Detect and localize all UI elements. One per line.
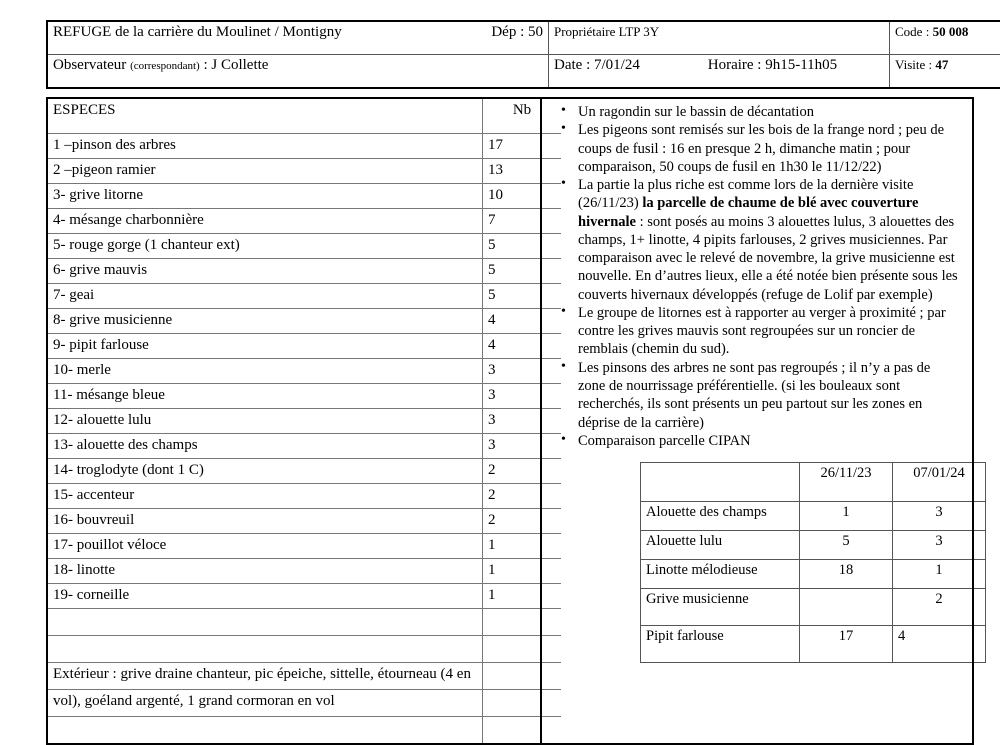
- species-name: 6- grive mauvis: [48, 259, 483, 284]
- observer-label: Observateur: [53, 57, 126, 73]
- date-horaire-cell: [549, 55, 890, 89]
- species-count: 1: [483, 534, 562, 559]
- table-row-empty: [48, 636, 561, 663]
- table-row: [48, 584, 561, 609]
- comparison-value-2: 2: [893, 589, 986, 626]
- species-header-row: [48, 99, 561, 134]
- code-cell: [890, 21, 1000, 55]
- list-item: [578, 432, 964, 450]
- table-row: [48, 409, 561, 434]
- species-count: 5: [483, 259, 562, 284]
- species-count: 7: [483, 209, 562, 234]
- table-row: [48, 259, 561, 284]
- body-table: [46, 97, 974, 745]
- table-row: [641, 560, 986, 589]
- species-count: 2: [483, 484, 562, 509]
- note-text: Le groupe de litornes est à rapporter au verger à proximité ; par contre les grives mauvis sont regroupées sur un roncier de remblais (chemin du sud).: [578, 305, 946, 358]
- species-count: 1: [483, 584, 562, 609]
- comparison-value-1: 1: [800, 502, 893, 531]
- table-row: [48, 159, 561, 184]
- code-label: Code :: [895, 24, 933, 39]
- table-row: [48, 434, 561, 459]
- owner-label: Propriétaire LTP 3Y: [554, 24, 659, 39]
- species-count: 3: [483, 359, 562, 384]
- comparison-species: Linotte mélodieuse: [641, 560, 800, 589]
- header-row-2: [47, 55, 1000, 89]
- exterieur-line-1: Extérieur : grive draine chanteur, pic épeiche, sittelle, étourneau (4 en: [48, 663, 483, 690]
- species-count: 5: [483, 284, 562, 309]
- species-name: 16- bouvreuil: [48, 509, 483, 534]
- refuge-title: REFUGE de la carrière du Moulinet / Montigny: [53, 24, 342, 41]
- species-count: 3: [483, 384, 562, 409]
- note-text: La partie la plus riche est comme lors de la dernière visite (26/11/23): [578, 177, 913, 211]
- horaire-label: Horaire : 9h15-11h05: [708, 57, 837, 73]
- header-row-1: [47, 21, 1000, 55]
- list-item: [578, 304, 964, 359]
- note-text: Les pinsons des arbres ne sont pas regroupés ; il n’y a pas de zone de nourrissage préférentielle. (si les bouleaux sont recherchés, ils sont présents un peu partout sur les zones en déprise de la carrière): [578, 360, 930, 431]
- table-row: [48, 184, 561, 209]
- table-row: [48, 234, 561, 259]
- note-text: Les pigeons sont remisés sur les bois de la frange nord ; peu de coups de fusil : 16 en presque 2 h, dimanche matin ; pour comparaison, 50 coups de fusil en 1h30 le 11/12/22): [578, 122, 944, 175]
- notes-column: [541, 98, 973, 744]
- species-name: 1 –pinson des arbres: [48, 134, 483, 159]
- table-row: [48, 534, 561, 559]
- comparison-header-date1: 26/11/23: [800, 463, 893, 502]
- species-count: 10: [483, 184, 562, 209]
- species-count: 4: [483, 309, 562, 334]
- species-name: 11- mésange bleue: [48, 384, 483, 409]
- visite-value: 47: [935, 57, 948, 72]
- comparison-wrapper: [542, 454, 972, 663]
- table-row-exterieur: [48, 663, 561, 690]
- table-row: [641, 626, 986, 663]
- species-count: 3: [483, 434, 562, 459]
- table-row: [48, 459, 561, 484]
- species-name: 14- troglodyte (dont 1 C): [48, 459, 483, 484]
- document-page: [46, 20, 970, 745]
- table-row: [48, 209, 561, 234]
- table-row: [48, 134, 561, 159]
- species-name: 7- geai: [48, 284, 483, 309]
- species-name: 19- corneille: [48, 584, 483, 609]
- departement-label: Dép : 50: [491, 24, 543, 41]
- comparison-value-2: 3: [893, 531, 986, 560]
- comparison-header-row: [641, 463, 986, 502]
- list-item: [578, 103, 964, 121]
- species-name: 3- grive litorne: [48, 184, 483, 209]
- comparison-header-blank: [641, 463, 800, 502]
- species-name: 10- merle: [48, 359, 483, 384]
- species-count: 1: [483, 559, 562, 584]
- table-row-exterieur: [48, 690, 561, 717]
- refuge-title-cell: [47, 21, 549, 55]
- comparison-value-1: 18: [800, 560, 893, 589]
- species-name: 18- linotte: [48, 559, 483, 584]
- code-value: 50 008: [933, 24, 969, 39]
- notes-list: [552, 103, 964, 450]
- species-count: 4: [483, 334, 562, 359]
- observer-note: (correspondant): [130, 60, 200, 72]
- list-item: [578, 359, 964, 432]
- note-text: Comparaison parcelle CIPAN: [578, 433, 751, 449]
- date-label: Date : 7/01/24: [554, 57, 704, 74]
- list-item: [578, 176, 964, 304]
- species-count: 5: [483, 234, 562, 259]
- species-table: [48, 99, 561, 743]
- note-emphasis: la parcelle de chaume de blé avec couverture hivernale: [578, 195, 918, 229]
- table-row: [641, 589, 986, 626]
- notes-wrapper: [542, 99, 972, 454]
- comparison-header-date2: 07/01/24: [893, 463, 986, 502]
- species-name: 15- accenteur: [48, 484, 483, 509]
- header-table: [46, 20, 1000, 89]
- species-name: 8- grive musicienne: [48, 309, 483, 334]
- observer-cell: [47, 55, 549, 89]
- species-name: 4- mésange charbonnière: [48, 209, 483, 234]
- exterieur-line-2: vol), goéland argenté, 1 grand cormoran en vol: [48, 690, 483, 717]
- species-name: 2 –pigeon ramier: [48, 159, 483, 184]
- visite-label: Visite :: [895, 57, 935, 72]
- species-count: 2: [483, 459, 562, 484]
- table-row: [48, 284, 561, 309]
- species-count: 17: [483, 134, 562, 159]
- comparison-species: Alouette des champs: [641, 502, 800, 531]
- species-column: [47, 98, 541, 744]
- owner-cell: [549, 21, 890, 55]
- comparison-table: [640, 462, 986, 663]
- table-row: [48, 384, 561, 409]
- table-row: [48, 484, 561, 509]
- comparison-species: Grive musicienne: [641, 589, 800, 626]
- table-row: [48, 559, 561, 584]
- table-row-empty: [48, 609, 561, 636]
- species-count: 2: [483, 509, 562, 534]
- table-row: [641, 502, 986, 531]
- comparison-value-2: 4: [893, 626, 986, 663]
- species-name: 9- pipit farlouse: [48, 334, 483, 359]
- species-name: 17- pouillot véloce: [48, 534, 483, 559]
- table-row: [641, 531, 986, 560]
- comparison-value-2: 1: [893, 560, 986, 589]
- comparison-value-2: 3: [893, 502, 986, 531]
- table-row: [48, 359, 561, 384]
- comparison-value-1: [800, 589, 893, 626]
- table-row: [48, 334, 561, 359]
- table-row: [48, 509, 561, 534]
- note-text: Un ragondin sur le bassin de décantation: [578, 104, 814, 120]
- comparison-value-1: 17: [800, 626, 893, 663]
- species-header-nb: Nb: [483, 99, 562, 134]
- species-name: 13- alouette des champs: [48, 434, 483, 459]
- list-item: [578, 121, 964, 176]
- species-count: 13: [483, 159, 562, 184]
- note-text-continued: : sont posés au moins 3 alouettes lulus, 3 alouettes des champs, 1+ linotte, 4 pipits farlouses, 2 grives musiciennes. Par comparaison avec le relevé de novembre, la grive musicienne est nouvelle. En d’autres lieux, elle a été notée bien présente sous les couverts hivernaux développés (refuge de Lolif par exemple): [578, 214, 958, 303]
- species-name: [48, 609, 483, 636]
- species-name: 12- alouette lulu: [48, 409, 483, 434]
- visite-cell: [890, 55, 1000, 89]
- comparison-species: Alouette lulu: [641, 531, 800, 560]
- species-name: 5- rouge gorge (1 chanteur ext): [48, 234, 483, 259]
- species-header-name: ESPECES: [48, 99, 483, 134]
- species-name: [48, 717, 483, 744]
- comparison-species: Pipit farlouse: [641, 626, 800, 663]
- observer-value: : J Collette: [203, 57, 268, 73]
- table-row: [48, 309, 561, 334]
- species-count: 3: [483, 409, 562, 434]
- species-name: [48, 636, 483, 663]
- table-row-empty: [48, 717, 561, 744]
- comparison-value-1: 5: [800, 531, 893, 560]
